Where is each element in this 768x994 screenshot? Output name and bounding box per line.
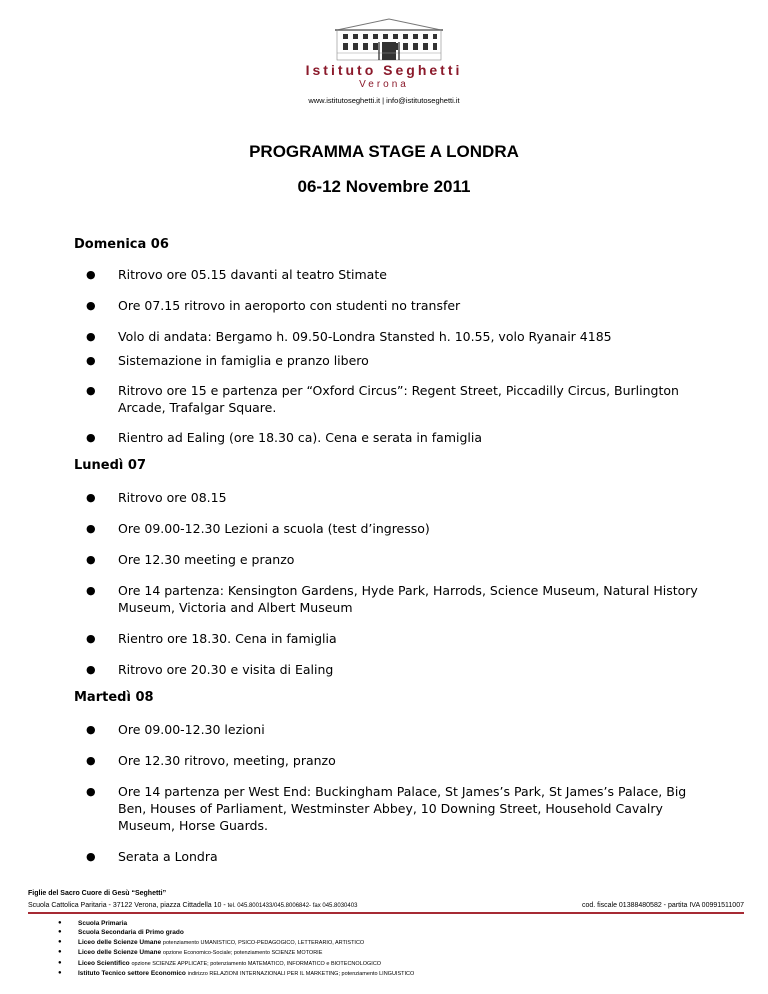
bullet-icon: ● [86,632,96,645]
list-item [74,382,714,416]
bullet-icon: ● [86,268,96,281]
bullet-icon: ● [58,970,62,977]
bullet-icon: ● [86,384,96,397]
school-detail: potenziamento UMANISTICO, PSICO-PEDAGOGICO, LETTERARIO, ARTISTICO [162,939,365,946]
bullet-icon: ● [58,929,62,936]
school-detail: opzione SCIENZE APPLICATE; potenziamento MATEMATICO, INFORMATICO e BIOTECNOLOGICO [131,960,382,967]
footer-school-list [58,919,414,979]
day-heading: Domenica 06 [74,237,169,252]
program [74,237,714,865]
list-item [74,848,714,865]
item-text: Ritrovo ore 20.30 e visita di Ealing [118,662,334,677]
page-subtitle: 06-12 Novembre 2011 [297,177,471,196]
footer-address [28,902,357,909]
school-name-item: Liceo Scientifico [78,959,130,967]
day-item-list [74,266,714,446]
bullet-icon: ● [58,949,62,956]
day-item-list [74,721,714,865]
item-text: Rientro ore 18.30. Cena in famiglia [118,631,337,646]
list-item [74,721,714,738]
footer-address-text: Scuola Cattolica Paritaria - 37122 Verona, piazza Cittadella 10 - [28,902,228,909]
school-name-item: Liceo delle Scienze Umane [78,949,162,957]
list-item [74,297,714,314]
item-text: Ritrovo ore 05.15 davanti al teatro Stimate [118,267,387,282]
bullet-icon: ● [86,431,96,444]
footer-school-item [58,928,414,937]
day-item-list [74,489,714,678]
bullet-icon: ● [58,959,62,966]
list-item [74,582,714,616]
contact-line: www.istitutoseghetti.it | info@istitutoseghetti.it [308,96,460,105]
building-facade-icon [333,18,445,62]
bullet-icon: ● [86,754,96,767]
list-item [74,520,714,537]
bullet-icon: ● [86,354,96,367]
bullet-icon: ● [86,723,96,736]
list-item [74,328,714,345]
item-text: Ore 12.30 ritrovo, meeting, pranzo [118,753,336,768]
school-name-item: Istituto Tecnico settore Economico [78,970,186,978]
bullet-icon: ● [86,522,96,535]
item-text: Ore 09.00-12.30 Lezioni a scuola (test d’ingresso) [118,521,430,536]
item-text: Volo di andata: Bergamo h. 09.50-Londra Stansted h. 10.55, volo Ryanair 4185 [118,329,612,344]
bullet-icon: ● [86,299,96,312]
footer-school-item [58,959,414,969]
bullet-icon: ● [86,584,96,597]
item-text: Ritrovo ore 15 e partenza per “Oxford Circus”: Regent Street, Piccadilly Circus, Burlington Arcade, Trafalgar Square. [118,383,679,415]
bullet-icon: ● [86,663,96,676]
list-item [74,783,714,834]
item-text: Ore 14 partenza: Kensington Gardens, Hyde Park, Harrods, Science Museum, Natural History Museum, Victoria and Albert Museum [118,583,698,615]
bullet-icon: ● [58,938,62,945]
day-section [74,237,714,446]
footer-divider [28,912,744,914]
day-section [74,690,714,865]
footer-fiscal-code: cod. fiscale 01388480582 - partita IVA 00991511007 [581,902,744,909]
item-text: Serata a Londra [118,849,218,864]
school-city: Verona [359,79,409,90]
school-name-item: Liceo delle Scienze Umane [78,938,162,946]
list-item [74,429,714,446]
school-name: Istituto Seghetti [305,62,463,78]
bullet-icon: ● [86,553,96,566]
bullet-icon: ● [86,330,96,343]
school-name-item: Scuola Primaria [78,920,128,927]
item-text: Ore 07.15 ritrovo in aeroporto con studenti no transfer [118,298,461,313]
item-text: Ore 12.30 meeting e pranzo [118,552,295,567]
bullet-icon: ● [58,920,62,926]
footer-school-item [58,969,414,979]
bullet-icon: ● [86,850,96,863]
item-text: Ritrovo ore 08.15 [118,490,227,505]
list-item [74,661,714,678]
school-detail: indirizzo RELAZIONI INTERNAZIONALI PER IL MARKETING; potenziamento LINGUISTICO [187,971,415,978]
page-title: PROGRAMMA STAGE A LONDRA [249,142,519,161]
list-item [74,752,714,769]
list-item [74,266,714,283]
item-text: Ore 14 partenza per West End: Buckingham Palace, St James’s Park, St James’s Palace, Big Ben, Houses of Parliament, Westminster Abbey, 10 Downing Street, Household Cavalry Museum, Horse Guards. [118,784,687,833]
item-text: Rientro ad Ealing (ore 18.30 ca). Cena e serata in famiglia [118,430,483,445]
day-heading: Lunedì 07 [74,458,146,473]
list-item [74,352,714,369]
day-section [74,458,714,678]
list-item [74,489,714,506]
footer-phone: tel. 045.8001433/045.8006842- fax 045.8030403 [227,903,358,909]
list-item [74,551,714,568]
item-text: Ore 09.00-12.30 lezioni [118,722,265,737]
footer-school-item [58,938,414,948]
bullet-icon: ● [86,785,96,798]
footer-org: Figlie del Sacro Cuore di Gesù “Seghetti” [28,890,167,897]
item-text: Sistemazione in famiglia e pranzo libero [118,353,369,368]
list-item [74,630,714,647]
school-name-item: Scuola Secondaria di Primo grado [78,929,184,937]
bullet-icon: ● [86,491,96,504]
footer-school-item [58,919,414,928]
school-detail: opzione Economico-Sociale; potenziamento SCIENZE MOTORIE [162,950,323,957]
day-heading: Martedì 08 [74,690,154,705]
footer-school-item [58,948,414,958]
